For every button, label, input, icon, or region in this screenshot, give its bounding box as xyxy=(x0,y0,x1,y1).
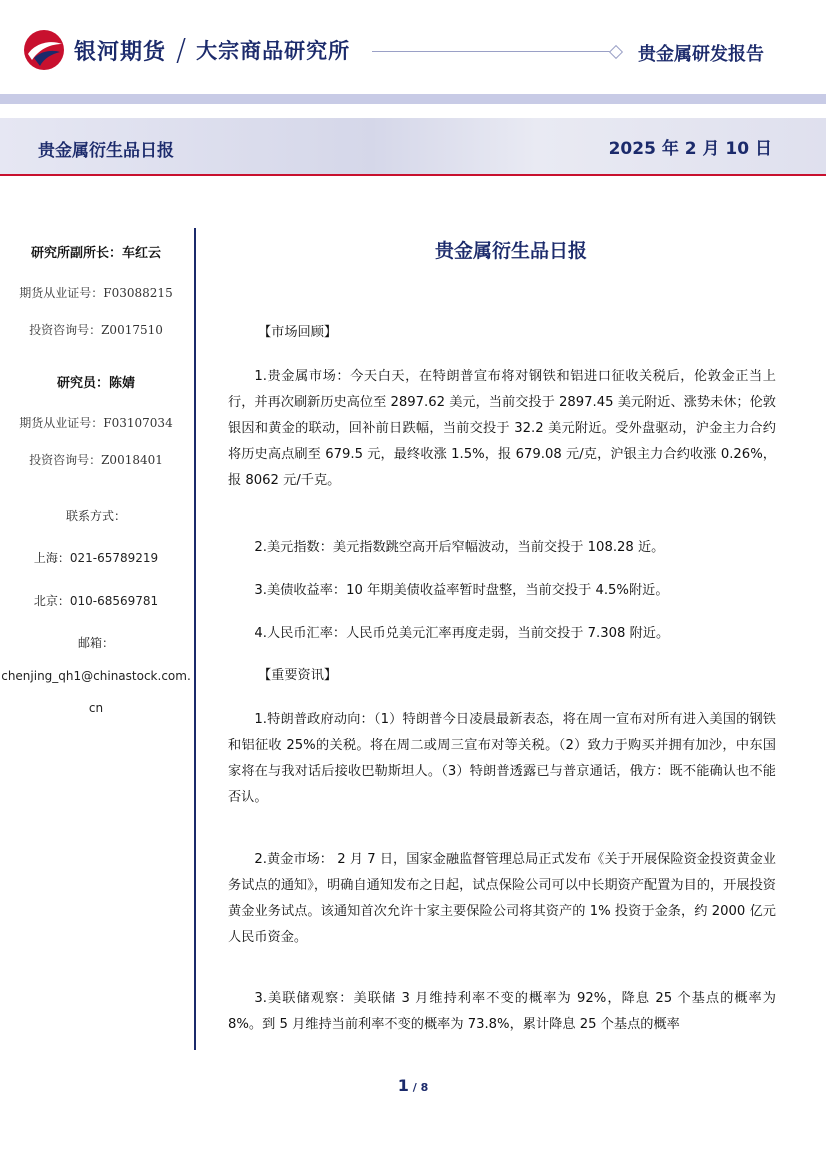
market-review-dollar-index: 2.美元指数：美元指数跳空高开后窄幅波动，当前交投于 108.28 近。 xyxy=(254,540,665,555)
market-review-rmb-rate: 4.人民币汇率：人民币兑美元汇率再度走弱，当前交投于 7.308 附近。 xyxy=(254,626,670,641)
banner-underline xyxy=(0,174,826,176)
page-number xyxy=(0,1076,826,1095)
brand-header xyxy=(22,28,350,72)
beijing-phone: 北京：010-68569781 xyxy=(33,594,159,608)
diamond-icon xyxy=(609,45,623,59)
deputy-director: 研究所副所长：车红云 xyxy=(30,246,161,261)
report-date: 2025 年 2 月 10 日 xyxy=(608,139,772,159)
document-title: 贵金属衍生品日报 xyxy=(434,240,587,262)
market-review-treasury-yield: 3.美债收益率：10 年期美债收益率暂时盘整，当前交投于 4.5%附近。 xyxy=(254,583,669,598)
section-heading-market: 【市场回顾】 xyxy=(258,325,338,340)
news-trump-policy: 1.特朗普政府动向：（1）特朗普今日凌晨最新表态，将在周一宣布对所有进入美国的钢铁和铝征收 25%的关税。将在周二或周三宣布对等关税。（2）致力于购买并拥有加沙，中东国家将在与我对话后接收巴勒斯坦人。（3）特朗普透露已与普京通话，俄方：既不能确认也不能否认。 xyxy=(228,712,776,805)
title-banner xyxy=(0,118,826,174)
page-total: 8 xyxy=(420,1081,429,1094)
market-review-precious-metals: 1.贵金属市场：今天白天，在特朗普宣布将对钢铁和铝进口征收关税后，伦敦金正当上行，并再次刷新历史高位至 2897.62 美元，当前交投于 2897.45 美元附近、涨势未休；伦敦银因和黄金的联动，回补前日跌幅，当前交投于 32.2 美元附近。受外盘驱动，沪金主力合约将历史高点刷至 679.5 元，最终收涨 1.5%，报 679.08 元/克，沪银主力合约收涨 0.26%，报 8062 元/千克。 xyxy=(228,369,776,488)
report-type: 贵金属研发报告 xyxy=(638,44,764,65)
contact-label: 联系方式： xyxy=(65,509,126,523)
header-band xyxy=(0,94,826,104)
researcher-license: 期货从业证号：F03107034 xyxy=(19,416,173,430)
institute-name: 大宗商品研究所 xyxy=(196,39,351,63)
deputy-consult: 投资咨询号：Z0017510 xyxy=(29,323,163,337)
header-slash: / xyxy=(176,32,187,68)
shanghai-phone: 上海：021-65789219 xyxy=(33,551,159,565)
email-label: 邮箱： xyxy=(77,636,114,650)
news-gold-market: 2.黄金市场： 2 月 7 日，国家金融监督管理总局正式发布《关于开展保险资金投资黄金业务试点的通知》，明确自通知发布之日起，试点保险公司可以中长期资产配置为目的，开展投资黄金业务试点。该通知首次允许十家主要保险公司将其资产的 1% 投资于金条，约 2000 亿元人民币资金。 xyxy=(228,852,776,945)
researcher-consult: 投资咨询号：Z0018401 xyxy=(29,453,163,467)
page-separator: / xyxy=(408,1081,421,1094)
email-address-cont[interactable]: cn xyxy=(88,701,104,715)
page-current: 1 xyxy=(397,1076,409,1095)
galaxy-logo-icon xyxy=(22,28,66,72)
sidebar-divider xyxy=(194,228,196,1050)
banner-title: 贵金属衍生品日报 xyxy=(38,141,174,161)
deputy-license: 期货从业证号：F03088215 xyxy=(19,286,173,300)
researcher: 研究员：陈婧 xyxy=(56,376,135,391)
news-fed-watch: 3.美联储观察：美联储 3 月维持利率不变的概率为 92%，降息 25 个基点的概率为 8%。到 5 月维持当前利率不变的概率为 73.8%，累计降息 25 个基点的概率 xyxy=(228,991,776,1032)
email-address[interactable]: chenjing_qh1@chinastock.com. xyxy=(1,669,191,683)
section-heading-news: 【重要资讯】 xyxy=(258,668,338,683)
header-rule xyxy=(372,51,612,52)
brand-name: 银河期货 xyxy=(74,39,167,65)
